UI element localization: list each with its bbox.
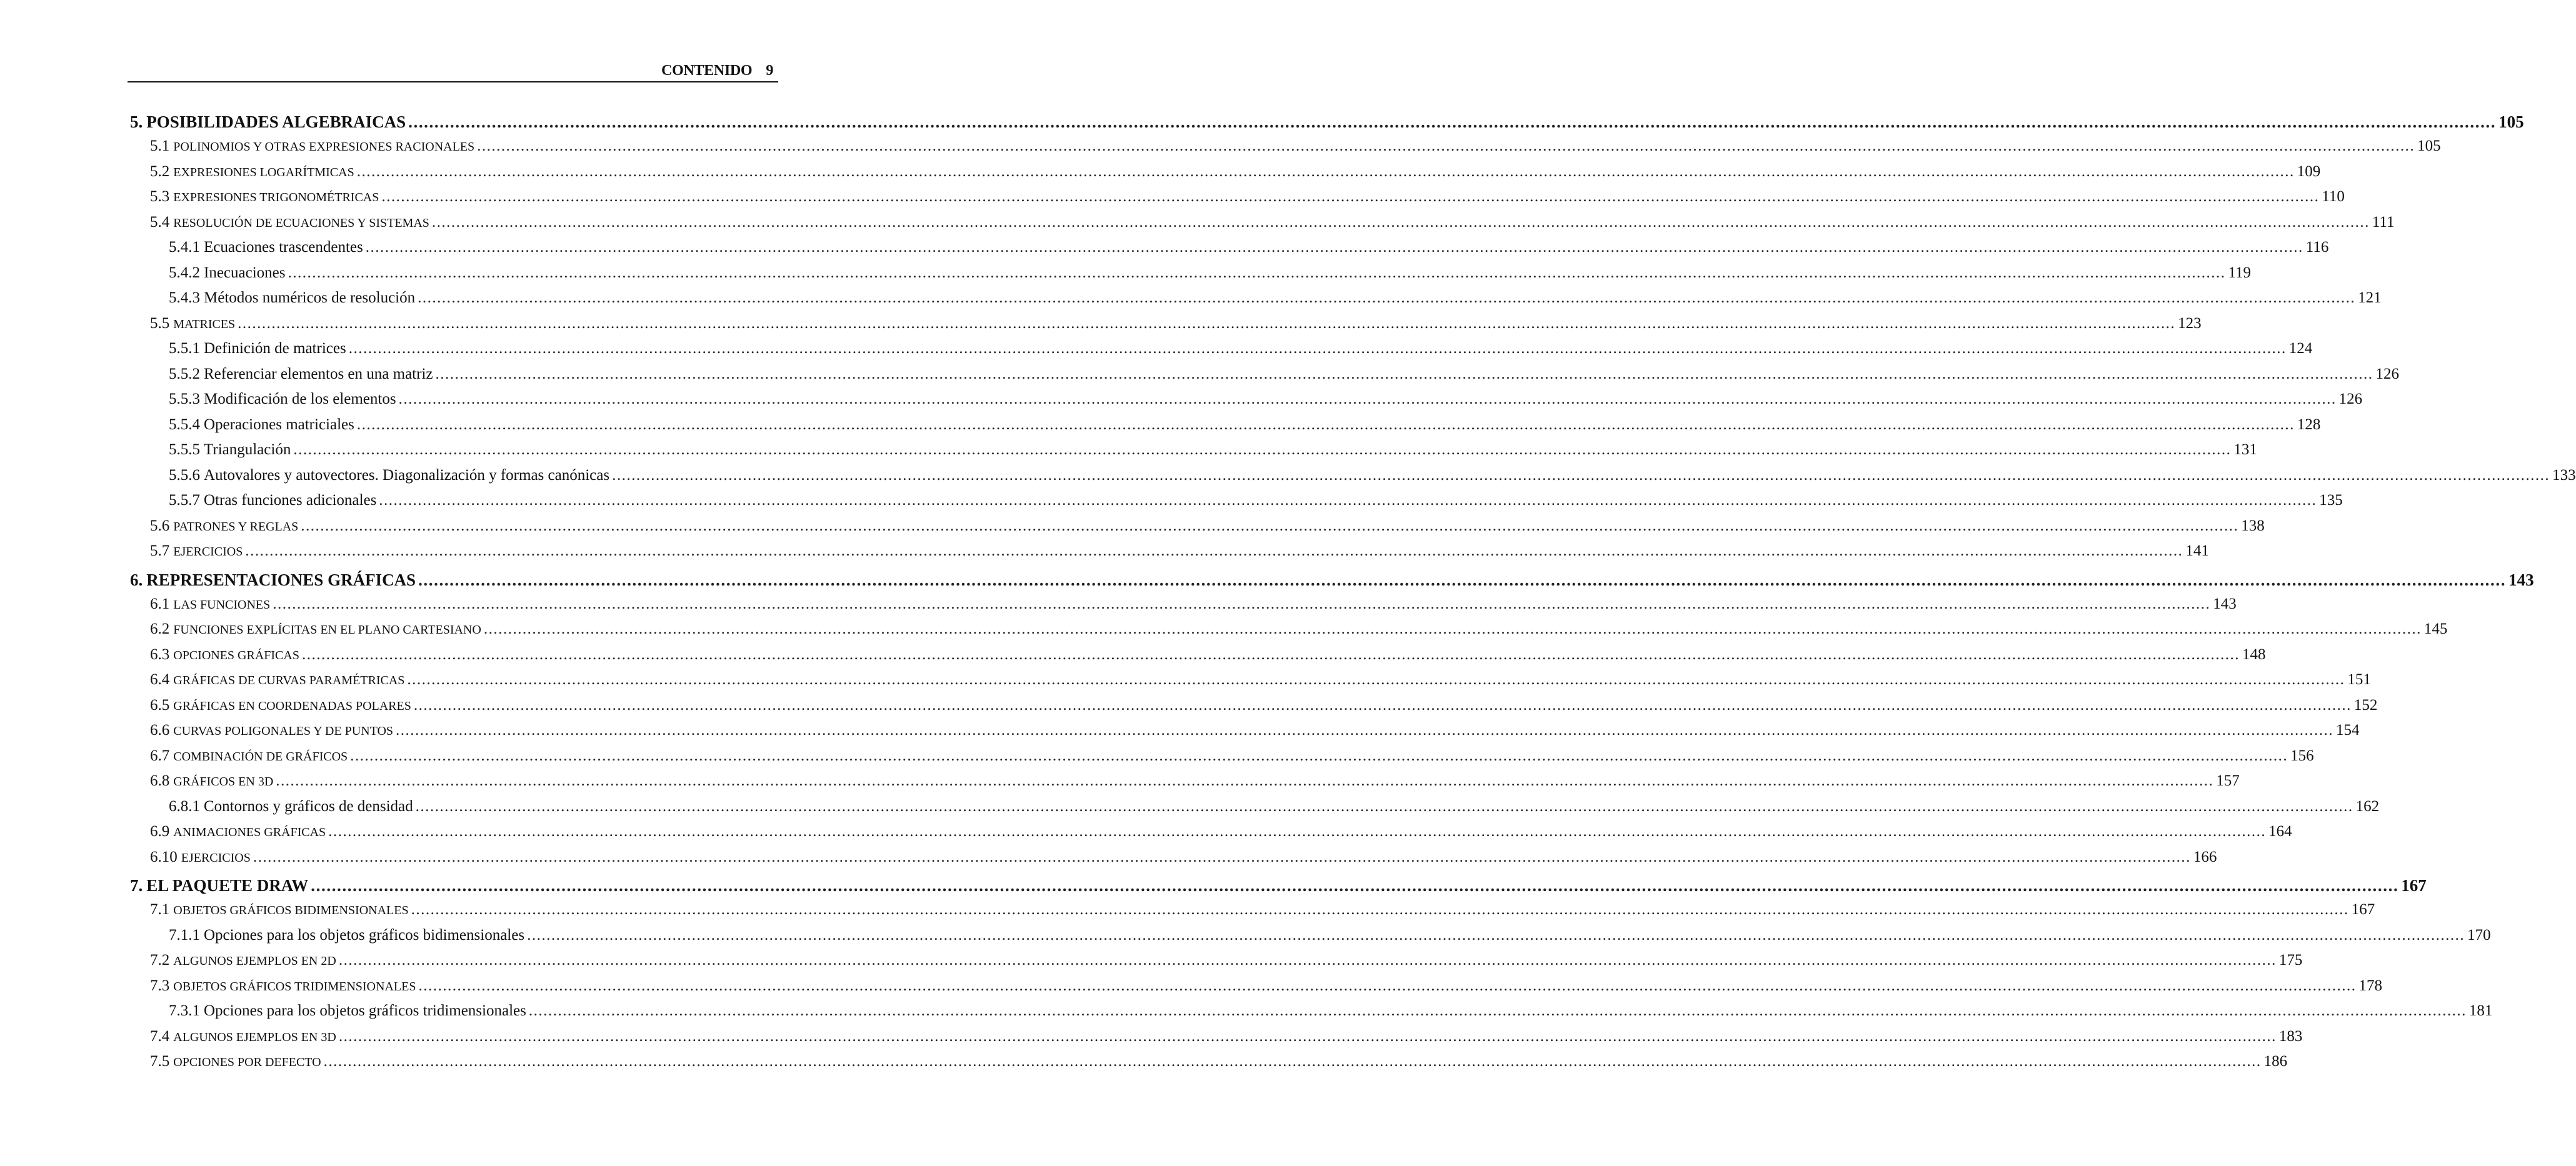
toc-entry-page: 167 xyxy=(2351,901,2375,918)
toc-entry-label xyxy=(150,620,484,638)
toc-entry-label xyxy=(169,264,288,282)
toc-entry-chapter[interactable] xyxy=(130,570,2534,595)
toc-entry-label xyxy=(150,952,339,969)
toc-entry-label xyxy=(150,697,414,714)
toc-entry-section[interactable] xyxy=(130,517,2265,543)
toc-entry-label xyxy=(150,214,432,231)
toc-entry-section[interactable] xyxy=(130,162,2321,189)
dot-leader: ................................................................................................................................................................................................................................................................................................................................................................................................................ xyxy=(381,188,2320,205)
toc-entry-label xyxy=(150,1028,339,1045)
toc-entry-title: Operaciones matriciales xyxy=(204,416,354,433)
toc-entry-page: 111 xyxy=(2372,213,2395,231)
toc-entry-number: 5.5.7 xyxy=(169,492,200,509)
dot-leader: ................................................................................................................................................................................................................................................................................................................................................................................................................ xyxy=(528,1002,2467,1019)
toc-entry-page: 110 xyxy=(2322,188,2345,205)
toc-entry-number: 6.6 xyxy=(150,722,170,739)
toc-entry-title: Contornos y gráficos de densidad xyxy=(204,797,413,815)
dot-leader: ................................................................................................................................................................................................................................................................................................................................................................................................................ xyxy=(418,570,2507,589)
toc-entry-sub[interactable] xyxy=(130,239,2329,264)
toc-entry-section[interactable] xyxy=(130,595,2237,621)
toc-entry-label xyxy=(169,340,349,357)
toc-entry-label xyxy=(150,747,350,765)
toc-entry-title: Autovalores y autovectores. Diagonalización y formas canónicas xyxy=(204,466,610,484)
dot-leader: ................................................................................................................................................................................................................................................................................................................................................................................................................ xyxy=(418,289,2356,306)
toc-entry-title: LAS FUNCIONES xyxy=(173,597,271,612)
toc-entry-page: 164 xyxy=(2268,823,2292,840)
dot-leader: ................................................................................................................................................................................................................................................................................................................................................................................................................ xyxy=(356,416,2295,433)
toc-entry-sub[interactable] xyxy=(130,365,2399,391)
toc-entry-title: FUNCIONES EXPLÍCITAS EN EL PLANO CARTESIANO xyxy=(173,623,481,637)
toc-entry-title: ALGUNOS EJEMPLOS EN 2D xyxy=(173,954,336,968)
dot-leader: ................................................................................................................................................................................................................................................................................................................................................................................................................ xyxy=(396,722,2334,739)
toc-entry-section[interactable] xyxy=(130,772,2240,798)
toc-entry-title: Referenciar elementos en una matriz xyxy=(204,365,433,382)
toc-entry-number: 7. xyxy=(130,876,143,895)
toc-entry-page: 109 xyxy=(2297,162,2321,180)
dot-leader: ................................................................................................................................................................................................................................................................................................................................................................................................................ xyxy=(612,466,2550,484)
toc-entry-page: 123 xyxy=(2178,314,2202,332)
toc-entry-page: 141 xyxy=(2185,542,2209,559)
toc-entry-section[interactable] xyxy=(130,977,2382,1003)
toc-entry-title: OPCIONES POR DEFECTO xyxy=(173,1055,321,1069)
toc-entry-section[interactable] xyxy=(130,620,2448,646)
dot-leader: ................................................................................................................................................................................................................................................................................................................................................................................................................ xyxy=(356,162,2295,180)
toc-entry-title: REPRESENTACIONES GRÁFICAS xyxy=(146,570,416,589)
toc-entry-page: 178 xyxy=(2358,977,2382,994)
toc-entry-page: 175 xyxy=(2278,952,2303,969)
toc-entry-label xyxy=(150,1053,324,1070)
dot-leader: ................................................................................................................................................................................................................................................................................................................................................................................................................ xyxy=(301,517,2239,534)
dot-leader: ................................................................................................................................................................................................................................................................................................................................................................................................................ xyxy=(245,542,2183,559)
dot-leader: ................................................................................................................................................................................................................................................................................................................................................................................................................ xyxy=(418,977,2357,994)
dot-leader: ................................................................................................................................................................................................................................................................................................................................................................................................................ xyxy=(431,213,2370,231)
toc-entry-title: GRÁFICAS EN COORDENADAS POLARES xyxy=(173,699,411,713)
toc-entry-number: 6.9 xyxy=(150,823,170,840)
header-text xyxy=(661,62,773,79)
toc-entry-page: 148 xyxy=(2242,645,2266,663)
dot-leader: ................................................................................................................................................................................................................................................................................................................................................................................................................ xyxy=(398,391,2337,407)
toc-entry-title: RESOLUCIÓN DE ECUACIONES Y SISTEMAS xyxy=(173,216,429,230)
dot-leader: ................................................................................................................................................................................................................................................................................................................................................................................................................ xyxy=(348,340,2287,357)
toc-entry-sub[interactable] xyxy=(130,1002,2493,1028)
toc-entry-section[interactable] xyxy=(130,952,2303,977)
toc-entry-label xyxy=(150,517,301,535)
toc-entry-sub[interactable] xyxy=(130,926,2491,952)
toc-entry-label xyxy=(169,416,357,434)
toc-entry-page: 170 xyxy=(2467,926,2491,944)
toc-entry-title: OBJETOS GRÁFICOS TRIDIMENSIONALES xyxy=(173,979,416,994)
toc-entry-number: 5.5.2 xyxy=(169,365,200,382)
toc-entry-page: 143 xyxy=(2213,595,2237,612)
toc-entry-number: 5.4 xyxy=(150,213,170,231)
toc-entry-number: 5.2 xyxy=(150,162,170,180)
toc-entry-label xyxy=(169,492,379,509)
toc-entry-page: 181 xyxy=(2468,1002,2493,1019)
toc-entry-label xyxy=(150,671,407,689)
toc-entry-number: 7.5 xyxy=(150,1053,170,1070)
dot-leader: ................................................................................................................................................................................................................................................................................................................................................................................................................ xyxy=(365,239,2303,256)
toc-entry-title: PATRONES Y REGLAS xyxy=(173,519,299,534)
toc-entry-number: 6.10 xyxy=(150,848,178,865)
toc-entry-number: 5.5.1 xyxy=(169,340,200,357)
dot-leader: ................................................................................................................................................................................................................................................................................................................................................................................................................ xyxy=(338,952,2277,969)
toc-entry-title: EJERCICIOS xyxy=(173,545,243,559)
toc-entry-title: GRÁFICOS EN 3D xyxy=(173,775,274,789)
toc-entry-number: 5.4.3 xyxy=(169,289,200,306)
toc-entry-number: 6. xyxy=(130,570,143,589)
toc-entry-section[interactable] xyxy=(130,696,2378,722)
header-page-number: 9 xyxy=(766,62,773,79)
toc-entry-number: 6.5 xyxy=(150,696,170,714)
toc-entry-section[interactable] xyxy=(130,645,2266,672)
toc-entry-label xyxy=(150,542,245,560)
dot-leader: ................................................................................................................................................................................................................................................................................................................................................................................................................ xyxy=(415,797,2353,815)
toc-entry-chapter[interactable] xyxy=(130,112,2524,137)
toc-entry-title: Opciones para los objetos gráficos bidimensionales xyxy=(204,926,525,944)
toc-entry-label xyxy=(169,1002,529,1020)
toc-entry-label xyxy=(169,289,418,307)
toc-entry-title: OBJETOS GRÁFICOS BIDIMENSIONALES xyxy=(173,904,409,917)
toc-entry-title: MATRICES xyxy=(173,317,236,331)
dot-leader: ................................................................................................................................................................................................................................................................................................................................................................................................................ xyxy=(435,365,2373,382)
toc-entry-label xyxy=(150,315,238,332)
toc-entry-title: EL PAQUETE DRAW xyxy=(146,876,309,895)
toc-entry-title: ALGUNOS EJEMPLOS EN 3D xyxy=(173,1030,336,1044)
toc-entry-number: 7.3.1 xyxy=(169,1002,200,1019)
toc-entry-title: POLINOMIOS Y OTRAS EXPRESIONES RACIONALES xyxy=(173,140,475,154)
toc-entry-label xyxy=(150,595,273,613)
dot-leader: ................................................................................................................................................................................................................................................................................................................................................................................................................ xyxy=(301,645,2240,663)
toc-entry-number: 6.3 xyxy=(150,645,170,663)
toc-entry-page: 157 xyxy=(2216,772,2240,789)
toc-entry-number: 6.1 xyxy=(150,595,170,612)
toc-entry-label xyxy=(150,722,396,739)
toc-entry-section[interactable] xyxy=(130,747,2314,773)
toc-entry-page: 131 xyxy=(2233,441,2257,458)
toc-entry-page: 152 xyxy=(2353,696,2378,714)
dot-leader: ................................................................................................................................................................................................................................................................................................................................................................................................................ xyxy=(328,823,2267,840)
toc-entry-section[interactable] xyxy=(130,848,2217,874)
toc-entry-number: 5.1 xyxy=(150,137,170,154)
toc-entry-number: 5.4.1 xyxy=(169,239,200,256)
toc-entry-section[interactable] xyxy=(130,137,2441,163)
toc-entry-section[interactable] xyxy=(130,1027,2303,1054)
running-header xyxy=(128,62,778,82)
toc-entry-title: OPCIONES GRÁFICAS xyxy=(173,648,299,662)
toc-entry-page: 116 xyxy=(2305,239,2329,256)
dot-leader: ................................................................................................................................................................................................................................................................................................................................................................................................................ xyxy=(379,492,2317,509)
toc-entry-page: 105 xyxy=(2417,137,2441,154)
toc-entry-number: 7.3 xyxy=(150,977,170,994)
toc-entry-sub[interactable] xyxy=(130,391,2363,416)
toc-entry-label xyxy=(150,188,381,206)
toc-entry-section[interactable] xyxy=(130,1053,2288,1079)
toc-entry-label xyxy=(169,467,612,484)
toc-entry-section[interactable] xyxy=(130,213,2395,239)
toc-entry-number: 7.1.1 xyxy=(169,926,200,944)
toc-entry-page: 143 xyxy=(2508,570,2534,589)
dot-leader: ................................................................................................................................................................................................................................................................................................................................................................................................................ xyxy=(407,671,2345,688)
toc-entry-label xyxy=(169,798,416,815)
toc-entry-title: Otras funciones adicionales xyxy=(204,492,377,509)
toc-entry-number: 7.2 xyxy=(150,952,170,969)
toc-entry-label xyxy=(150,823,328,840)
toc-entry-page: 145 xyxy=(2423,620,2448,637)
toc-entry-page: 126 xyxy=(2338,391,2363,407)
toc-entry-page: 183 xyxy=(2278,1027,2303,1045)
toc-entry-number: 5.5 xyxy=(150,314,170,332)
toc-entry-number: 6.7 xyxy=(150,747,170,764)
toc-entry-page: 162 xyxy=(2355,797,2380,815)
dot-leader: ................................................................................................................................................................................................................................................................................................................................................................................................................ xyxy=(276,772,2214,789)
dot-leader: ................................................................................................................................................................................................................................................................................................................................................................................................................ xyxy=(293,441,2232,458)
toc-entry-sub[interactable] xyxy=(130,264,2252,290)
toc-entry-number: 5.5.3 xyxy=(169,391,200,407)
toc-entry-label xyxy=(150,977,418,995)
toc-entry-page: 166 xyxy=(2193,848,2217,865)
toc-entry-page: 135 xyxy=(2319,492,2343,509)
toc-entry-page: 124 xyxy=(2288,340,2313,357)
toc-entry-sub[interactable] xyxy=(130,797,2380,824)
toc-entry-number: 5.7 xyxy=(150,542,170,559)
toc-entry-title: EXPRESIONES LOGARÍTMICAS xyxy=(173,165,354,179)
toc-entry-sub[interactable] xyxy=(130,340,2313,366)
toc-entry-section[interactable] xyxy=(130,314,2202,341)
toc-entry-page: 128 xyxy=(2297,416,2321,433)
dot-leader: ................................................................................................................................................................................................................................................................................................................................................................................................................ xyxy=(338,1027,2277,1045)
toc-entry-title: Métodos numéricos de resolución xyxy=(204,289,416,306)
toc-entry-page: 167 xyxy=(2401,876,2427,895)
toc-entry-number: 5.5.5 xyxy=(169,441,200,458)
toc-entry-title: POSIBILIDADES ALGEBRAICAS xyxy=(146,112,406,131)
dot-leader: ................................................................................................................................................................................................................................................................................................................................................................................................................ xyxy=(477,137,2415,154)
toc-entry-title: COMBINACIÓN DE GRÁFICOS xyxy=(173,749,348,764)
toc-entry-section[interactable] xyxy=(130,823,2292,849)
toc-entry-number: 6.2 xyxy=(150,620,170,637)
toc-entry-label xyxy=(130,112,408,132)
toc-entry-section[interactable] xyxy=(130,671,2371,697)
toc-entry-label xyxy=(150,163,357,181)
toc-entry-label xyxy=(130,876,311,895)
toc-entry-page: 138 xyxy=(2241,517,2265,534)
toc-entry-section[interactable] xyxy=(130,901,2375,927)
toc-entry-page: 154 xyxy=(2336,722,2360,739)
toc-entry-label xyxy=(150,901,411,919)
toc-entry-number: 5. xyxy=(130,112,143,131)
toc-entry-page: 133 xyxy=(2552,466,2576,484)
toc-entry-number: 5.5.6 xyxy=(169,466,200,484)
toc-entry-title: GRÁFICAS DE CURVAS PARAMÉTRICAS xyxy=(173,674,405,687)
toc-entry-page: 126 xyxy=(2375,365,2399,382)
dot-leader: ................................................................................................................................................................................................................................................................................................................................................................................................................ xyxy=(238,314,2176,332)
toc-entry-label xyxy=(169,239,366,256)
toc-entry-title: Definición de matrices xyxy=(204,340,346,357)
toc-entry-page: 105 xyxy=(2498,112,2524,131)
toc-entry-number: 5.4.2 xyxy=(169,264,200,281)
toc-entry-number: 6.8 xyxy=(150,772,170,789)
toc-entry-title: Inecuaciones xyxy=(204,264,286,281)
toc-entry-label xyxy=(169,441,293,459)
toc-entry-number: 5.3 xyxy=(150,188,170,205)
toc-entry-title: EXPRESIONES TRIGONOMÉTRICAS xyxy=(173,191,379,204)
toc-entry-title: Modificación de los elementos xyxy=(204,391,396,407)
toc-entry-label xyxy=(150,646,302,664)
dot-leader: ................................................................................................................................................................................................................................................................................................................................................................................................................ xyxy=(413,696,2352,714)
toc-entry-title: Triangulación xyxy=(204,441,291,458)
toc-entry-number: 7.1 xyxy=(150,901,170,918)
toc-entry-page: 156 xyxy=(2290,747,2314,764)
toc-entry-title: ANIMACIONES GRÁFICAS xyxy=(173,825,326,839)
dot-leader: ................................................................................................................................................................................................................................................................................................................................................................................................................ xyxy=(408,112,2497,131)
toc-entry-sub[interactable] xyxy=(130,416,2321,442)
toc-entry-label xyxy=(150,849,253,866)
toc-entry-sub[interactable] xyxy=(130,441,2257,467)
toc-entry-label xyxy=(150,137,477,155)
toc-entry-page: 121 xyxy=(2358,289,2382,306)
table-of-contents xyxy=(130,110,2576,1079)
dot-leader: ................................................................................................................................................................................................................................................................................................................................................................................................................ xyxy=(323,1053,2262,1070)
toc-entry-label xyxy=(130,571,418,590)
toc-entry-page: 186 xyxy=(2263,1053,2288,1070)
toc-entry-title: Opciones para los objetos gráficos tridimensionales xyxy=(204,1002,526,1019)
dot-leader: ................................................................................................................................................................................................................................................................................................................................................................................................................ xyxy=(411,901,2349,918)
header-title: CONTENIDO xyxy=(661,62,753,79)
toc-entry-section[interactable] xyxy=(130,722,2360,747)
toc-entry-sub[interactable] xyxy=(130,466,2576,492)
dot-leader: ................................................................................................................................................................................................................................................................................................................................................................................................................ xyxy=(311,876,2399,895)
toc-entry-section[interactable] xyxy=(130,188,2345,214)
dot-leader: ................................................................................................................................................................................................................................................................................................................................................................................................................ xyxy=(273,595,2211,612)
toc-entry-section[interactable] xyxy=(130,542,2209,568)
toc-entry-page: 151 xyxy=(2347,671,2371,688)
toc-entry-number: 7.4 xyxy=(150,1027,170,1045)
toc-entry-page: 119 xyxy=(2228,264,2252,281)
toc-entry-number: 5.5.4 xyxy=(169,416,200,433)
dot-leader: ................................................................................................................................................................................................................................................................................................................................................................................................................ xyxy=(288,264,2226,281)
toc-entry-label xyxy=(169,391,399,408)
toc-entry-label xyxy=(169,927,527,944)
toc-entry-label xyxy=(150,772,276,790)
toc-entry-sub[interactable] xyxy=(130,289,2382,315)
dot-leader: ................................................................................................................................................................................................................................................................................................................................................................................................................ xyxy=(350,747,2288,764)
toc-entry-title: EJERCICIOS xyxy=(181,850,251,865)
toc-entry-chapter[interactable] xyxy=(130,876,2427,901)
toc-entry-title: CURVAS POLIGONALES Y DE PUNTOS xyxy=(173,724,394,738)
toc-entry-number: 6.8.1 xyxy=(169,797,200,815)
dot-leader: ................................................................................................................................................................................................................................................................................................................................................................................................................ xyxy=(483,620,2422,637)
toc-entry-sub[interactable] xyxy=(130,492,2343,517)
dot-leader: ................................................................................................................................................................................................................................................................................................................................................................................................................ xyxy=(527,926,2465,944)
toc-entry-number: 5.6 xyxy=(150,517,170,534)
toc-entry-title: Ecuaciones trascendentes xyxy=(204,239,363,256)
toc-entry-number: 6.4 xyxy=(150,671,170,688)
toc-entry-label xyxy=(169,366,435,383)
dot-leader: ................................................................................................................................................................................................................................................................................................................................................................................................................ xyxy=(253,848,2191,865)
